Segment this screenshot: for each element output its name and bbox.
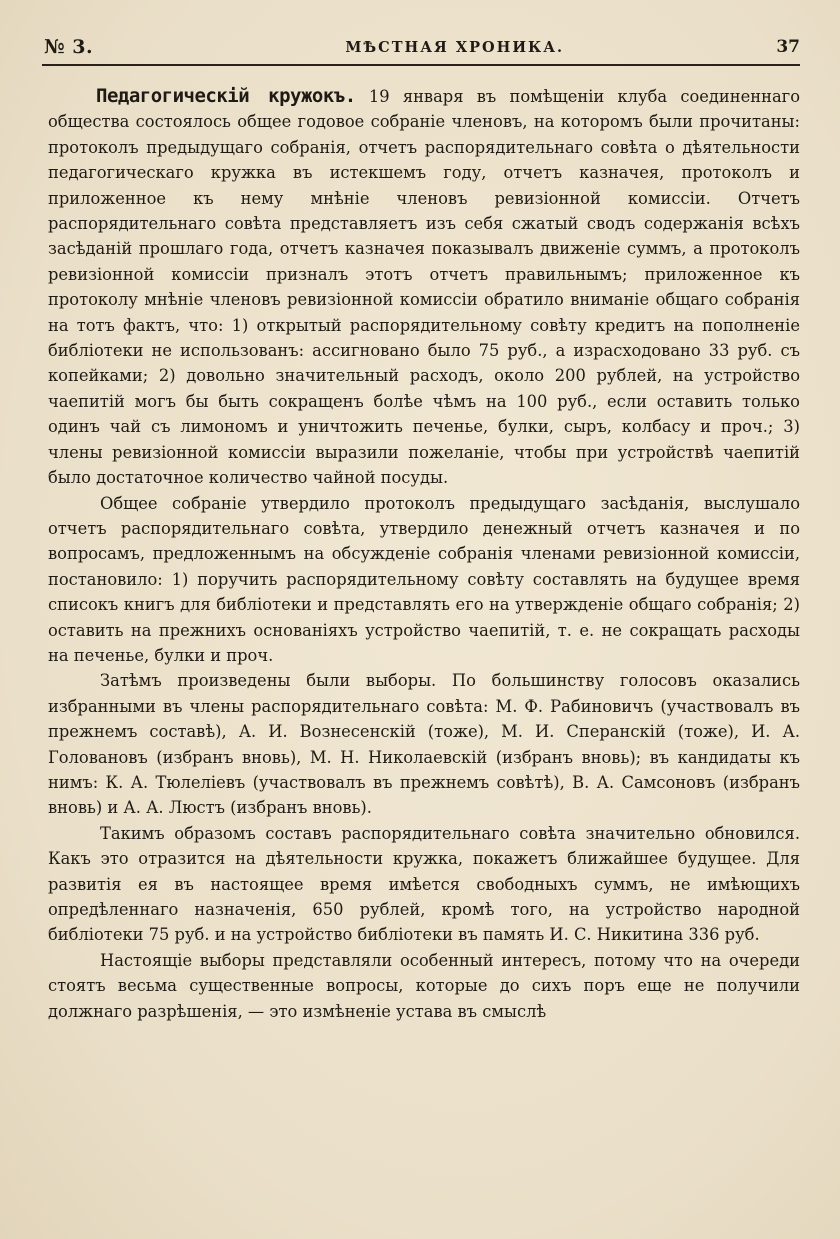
paragraph-3: Затѣмъ произведены были выборы. По большинству голосовъ оказались избранными въ члены распорядительнаго совѣта: М. Ф. Рабиновичъ (участвовалъ въ прежнемъ составѣ), А. И. Вознесенскій (тоже), М. И. Сперанскій (тоже), И. А. Головановъ (избранъ вновь), М. Н. Николаевскій (избранъ вновь); въ кандидаты къ нимъ: К. А. Тюлеліевъ (участвовалъ въ прежнемъ совѣтѣ), В. А. Самсоновъ (избранъ вновь) и А. А. Люстъ (избранъ вновь).	[48, 671, 800, 818]
paragraph-1	[48, 84, 800, 491]
page-number: 37	[776, 37, 800, 57]
paragraph-2: Общее собраніе утвердило протоколъ предыдущаго засѣданія, выслушало отчетъ распорядительнаго совѣта, утвердило денежный отчетъ казначея и по вопросамъ, предложеннымъ на обсужденіе собранія членами ревизіонной комиссіи, постановило: 1) поручить распорядительному совѣту составлять на будущее время списокъ книгъ для библіотеки и представлять его на утвержденіе общаго собранія; 2) оставить на прежнихъ основаніяхъ устройство чаепитій, т. е. не сокращать расходы на печенье, булки и проч.	[48, 493, 800, 665]
paragraph-1-text: 19 января въ помѣщеніи клуба соединеннаго общества состоялось общее годовое собраніе членовъ, на которомъ были прочитаны: протоколъ предыдущаго собранія, отчетъ распорядительнаго совѣта о дѣятельности педагогическаго кружка въ истекшемъ году, отчетъ казначея, протоколъ и приложенное къ нему мнѣніе членовъ ревизіонной комиссіи. Отчетъ распорядительнаго совѣта представляетъ изъ себя сжатый сводъ содержанія всѣхъ засѣданій прошлаго года, отчетъ казначея показывалъ движеніе суммъ, а протоколъ ревизіонной комиссіи призналъ этотъ отчетъ правильнымъ; приложенное къ протоколу мнѣніе членовъ ревизіонной комиссіи обратило вниманіе общаго собранія на тотъ фактъ, что: 1) открытый распорядительному совѣту кредитъ на пополненіе библіотеки не использованъ: ассигновано было 75 руб., а израсходовано 33 руб. съ копейками; 2) довольно значительный расходъ, около 200 рублей, на устройство чаепитій могъ бы быть сокращенъ болѣе чѣмъ на 100 руб., если оставить только одинъ чай съ лимономъ и уничтожить печенье, булки, сыръ, колбасу и проч.; 3) члены ревизіонной комиссіи выразили пожеланіе, чтобы при устройствѣ чаепитій было достаточное количество чайной посуды.	[48, 87, 800, 488]
section-title: МѢСТНАЯ ХРОНИКА.	[345, 38, 565, 56]
article-lead-title: Педагогическій кружокъ.	[96, 85, 356, 107]
paragraph-4: Такимъ образомъ составъ распорядительнаго совѣта значительно обновился. Какъ это отразится на дѣятельности кружка, покажетъ ближайшее будущее. Для развитія ея въ настоящее время имѣется свободныхъ суммъ, не имѣющихъ опредѣленнаго назначенія, 650 рублей, кромѣ того, на устройство народной библіотеки 75 руб. и на устройство библіотеки въ память И. С. Никитина 336 руб.	[48, 823, 800, 945]
issue-number: № 3.	[44, 36, 94, 58]
header-rule	[42, 64, 800, 66]
paragraph-5: Настоящіе выборы представляли особенный интересъ, потому что на очереди стоятъ весьма существенные вопросы, которые до сихъ поръ еще не получили должнаго разрѣшенія, — это измѣненіе устава въ смыслѣ	[48, 950, 800, 1021]
article-body	[48, 84, 800, 1024]
page-header	[44, 30, 800, 64]
